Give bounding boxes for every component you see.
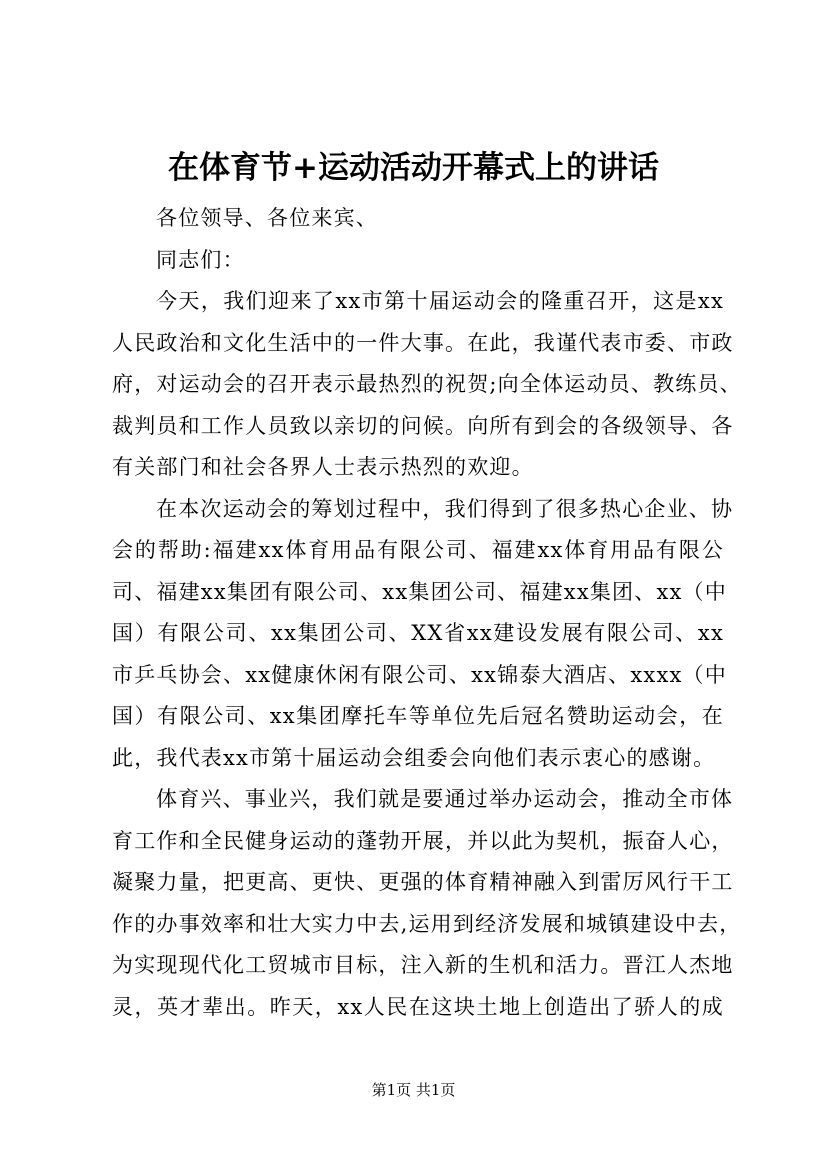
paragraph-line: 作的办事效率和壮大实力中去,运用到经济发展和城镇建设中去， [112,911,742,936]
paragraph-line: 国）有限公司、xx集团摩托车等单位先后冠名赞助运动会，在 [112,704,724,728]
paragraph-line: 市乒乓协会、xx健康休闲有限公司、xx锦泰大酒店、xxxx（中 [112,662,727,687]
document-body [112,198,742,1028]
paragraph-line: 凝聚力量，把更高、更快、更强的体育精神融入到雷厉风行干工 [112,870,734,894]
paragraph-line: 此，我代表xx市第十届运动会组委会向他们表示衷心的感谢。 [112,745,716,770]
paragraph-line: 体育兴、事业兴，我们就是要通过举办运动会，推动全市体 [156,787,734,811]
paragraph-line: 育工作和全民健身运动的蓬勃开展，并以此为契机，振奋人心， [112,828,734,853]
paragraph-line: 在本次运动会的筹划过程中，我们得到了很多热心企业、协 [156,496,734,521]
paragraph-line: 会的帮助:福建xx体育用品有限公司、福建xx体育用品有限公 [112,538,724,562]
salutation-line: 各位领导、各位来宾、 [156,206,378,230]
paragraph-line: 裁判员和工作人员致以亲切的问候。向所有到会的各级领导、各 [112,413,734,438]
salutation-line: 同志们： [156,247,245,272]
paragraph-line: 今天，我们迎来了xx市第十届运动会的隆重召开，这是xx [156,289,724,313]
paragraph-line: 国）有限公司、xx集团公司、XX省xx建设发展有限公司、xx [112,621,724,645]
paragraph-line: 有关部门和社会各界人士表示热烈的欢迎。 [112,455,534,479]
document-title: 在体育节+运动活动开幕式上的讲话 [168,150,659,186]
page-footer: 第1页 共1页 [371,1081,456,1099]
paragraph-line: 为实现现代化工贸城市目标，注入新的生机和活力。晋江人杰地 [112,953,734,977]
paragraph-line: 司、福建xx集团有限公司、xx集团公司、福建xx集团、xx（中 [112,579,727,604]
paragraph-line: 灵，英才辈出。昨天，xx人民在这块土地上创造出了骄人的成 [112,994,724,1019]
paragraph-line: 人民政治和文化生活中的一件大事。在此，我谨代表市委、市政 [112,330,734,355]
paragraph-line: 府，对运动会的召开表示最热烈的祝贺;向全体运动员、教练员、 [112,372,742,396]
